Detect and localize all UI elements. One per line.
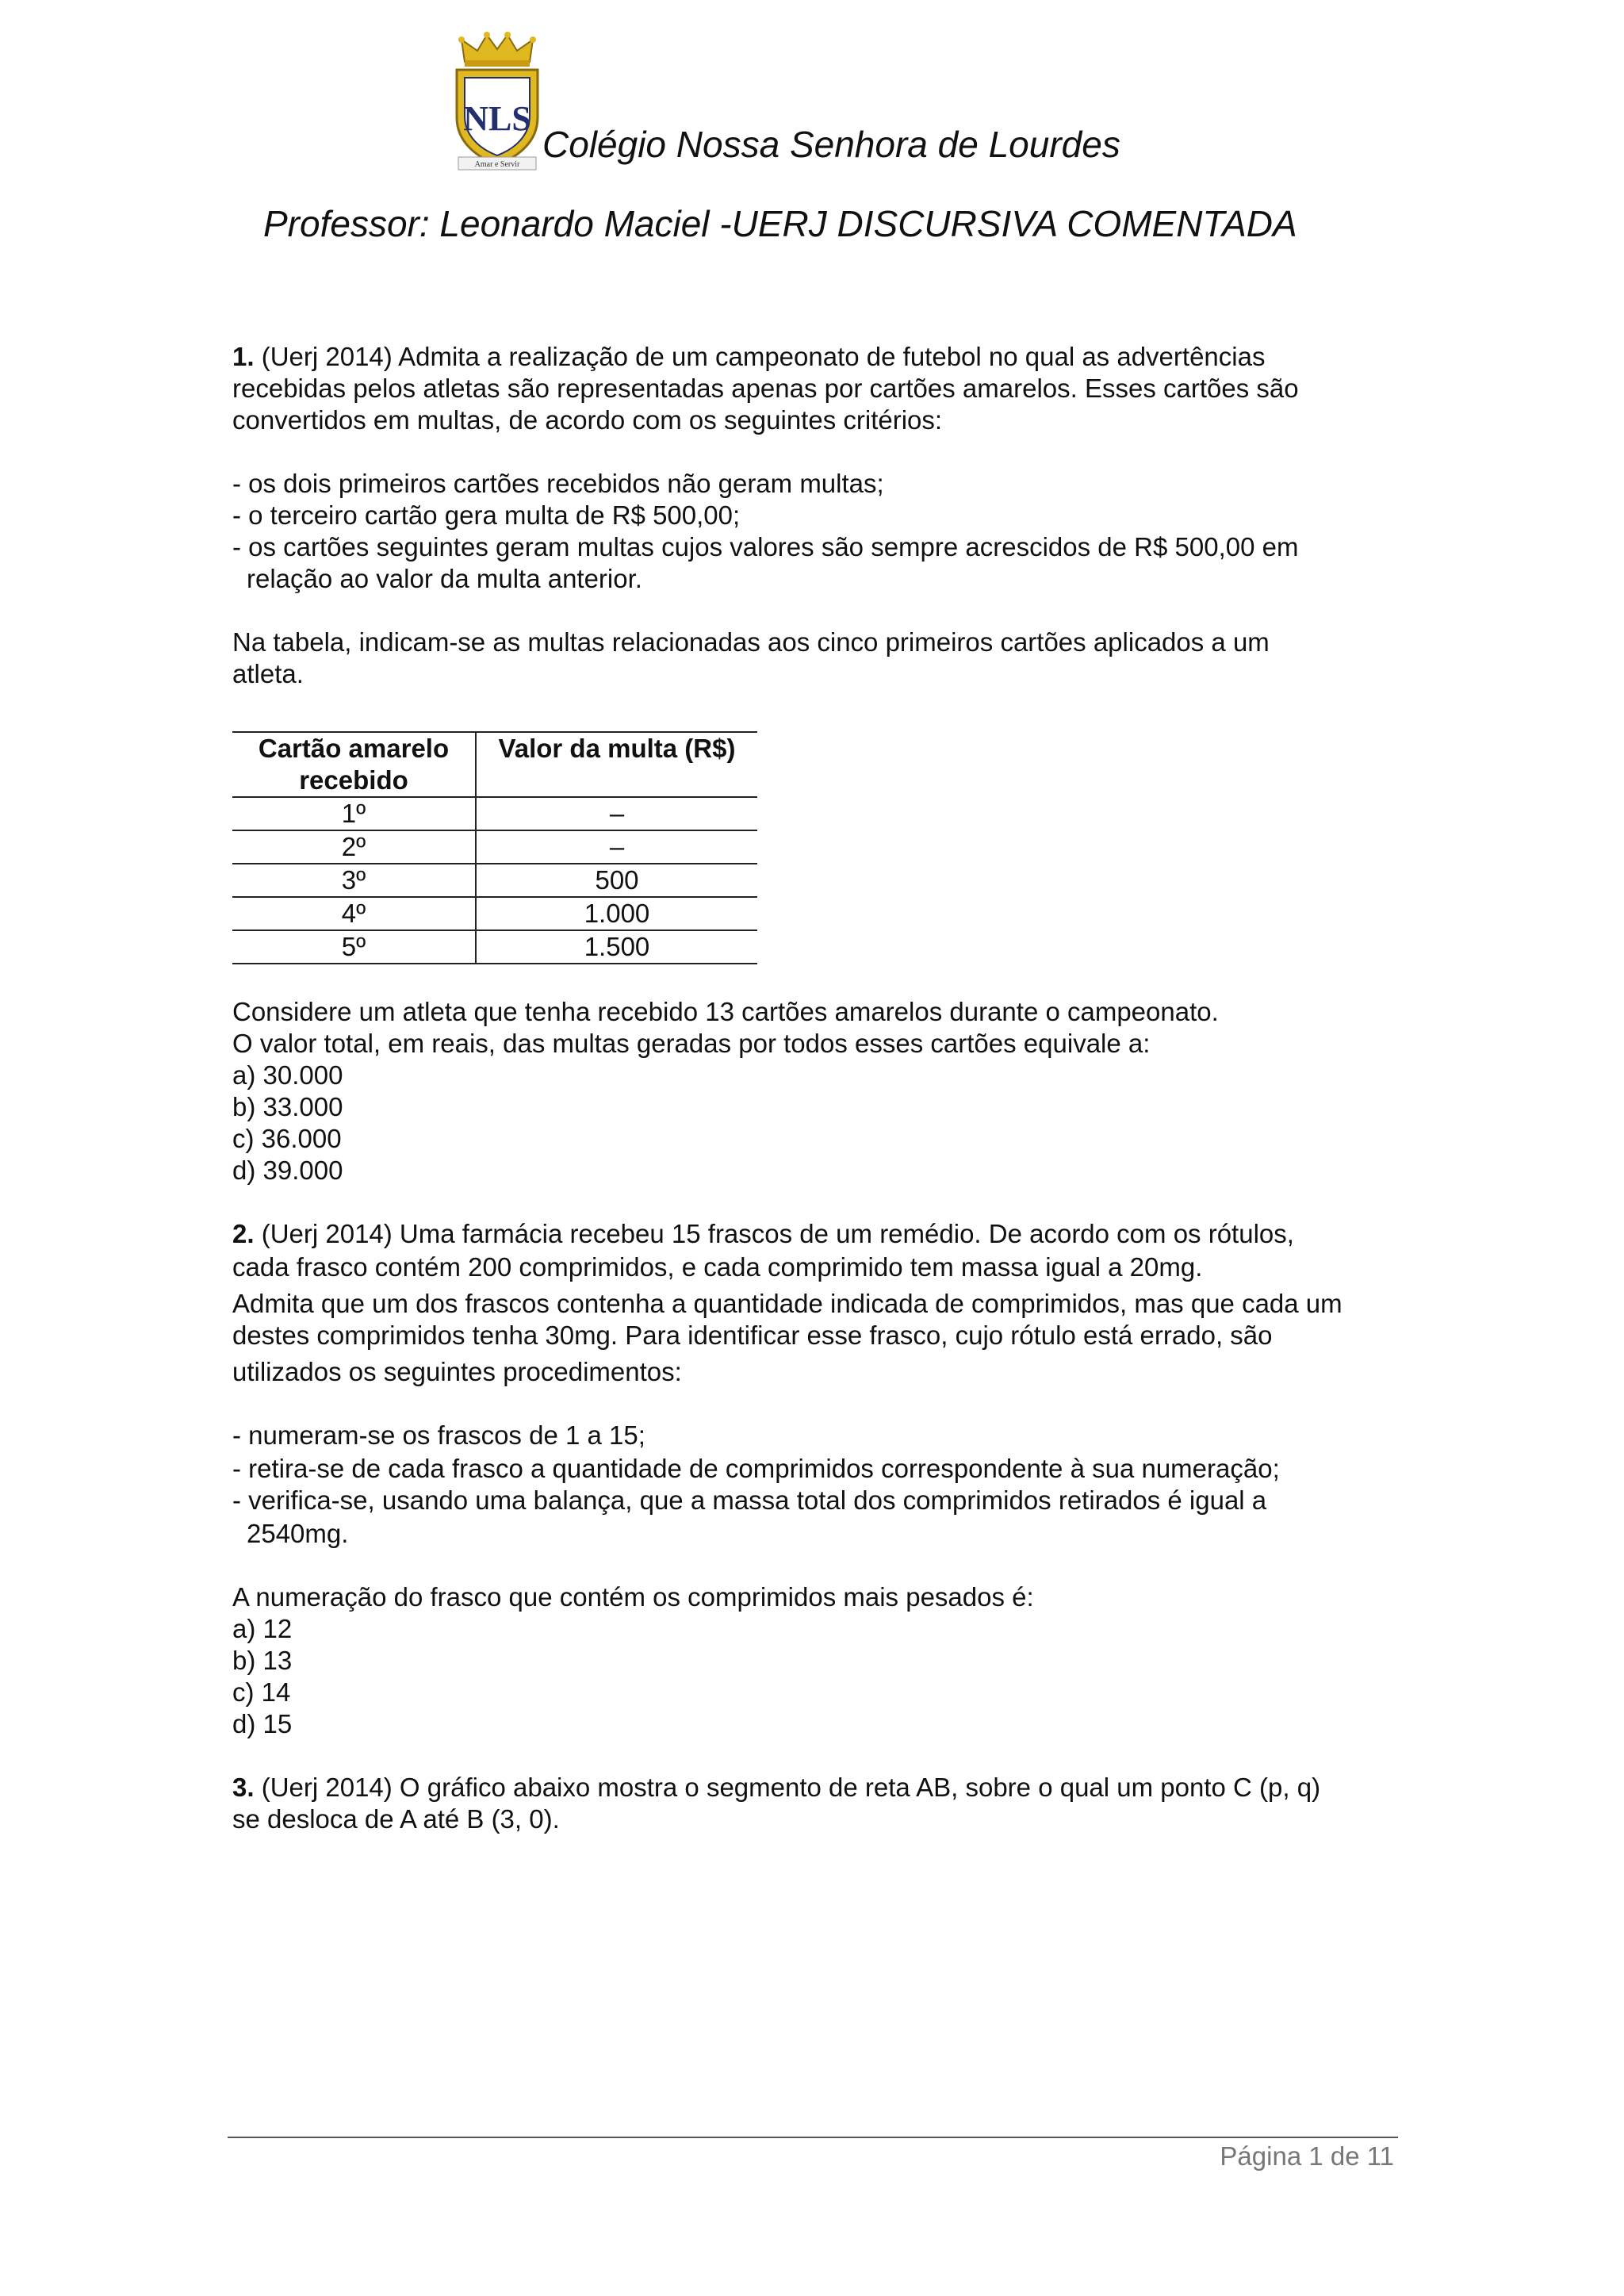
question-prompt-line: O valor total, em reais, das multas geradas por todos esses cartões equivale a: [232, 1029, 1151, 1058]
question-number: 3. [232, 1773, 255, 1802]
fines-table [232, 731, 757, 964]
table-cell-fine: – [476, 830, 757, 864]
procedure-item: - verifica-se, usando uma balança, que a massa total dos comprimidos retirados é igual a [232, 1485, 1267, 1515]
table-header-fine: Valor da multa (R$) [476, 732, 757, 797]
table-row [232, 830, 757, 864]
question-1 [232, 341, 1406, 1186]
table-row [232, 797, 757, 830]
table-cell-card: 4º [232, 897, 476, 930]
question-text-line: Admita que um dos frascos contenha a quantidade indicada de comprimidos, mas que cada um [232, 1289, 1342, 1318]
question-3 [232, 1772, 1406, 1835]
table-row [232, 930, 757, 964]
question-prompt-line: A numeração do frasco que contém os comprimidos mais pesados é: [232, 1582, 1034, 1612]
criteria-item: - os dois primeiros cartões recebidos não geram multas; [232, 469, 884, 498]
question-text-line: recebidas pelos atletas são representadas apenas por cartões amarelos. Esses cartões são [232, 374, 1299, 403]
answer-option-b: b) 33.000 [232, 1092, 343, 1121]
question-2 [232, 1218, 1406, 1740]
question-text-line: destes comprimidos tenha 30mg. Para identificar esse frasco, cujo rótulo está errado, são [232, 1320, 1273, 1350]
question-text: (Uerj 2014) Admita a realização de um campeonato de futebol no qual as advertências [254, 342, 1266, 371]
question-text-line: se desloca de A até B (3, 0). [232, 1804, 560, 1834]
question-text-line: convertidos em multas, de acordo com os seguintes critérios: [232, 405, 943, 435]
table-cell-fine: 1.500 [476, 930, 757, 964]
procedure-item-continued: 2540mg. [247, 1519, 349, 1548]
answer-option-d: d) 39.000 [232, 1156, 343, 1185]
question-text-line: cada frasco contém 200 comprimidos, e cada comprimido tem massa igual a 20mg. [232, 1252, 1203, 1282]
page-number: Página 1 de 11 [1220, 2141, 1394, 2171]
question-prompt-line: Considere um atleta que tenha recebido 13 cartões amarelos durante o campeonato. [232, 997, 1219, 1026]
table-intro-line: atleta. [232, 659, 304, 688]
criteria-item: - os cartões seguintes geram multas cujos valores são sempre acrescidos de R$ 500,00 em [232, 532, 1299, 562]
table-cell-card: 5º [232, 930, 476, 964]
school-logo [450, 32, 544, 173]
logo-monogram: NLS [463, 99, 531, 138]
school-name: Colégio Nossa Senhora de Lourdes [542, 124, 1120, 165]
table-cell-fine: 500 [476, 864, 757, 897]
answer-option-a: a) 30.000 [232, 1060, 343, 1090]
question-number: 2. [232, 1219, 255, 1248]
question-1-intro [232, 341, 1406, 373]
crown-icon [458, 32, 536, 67]
question-text: (Uerj 2014) O gráfico abaixo mostra o segmento de reta AB, sobre o qual um ponto C (p, q) [254, 1773, 1321, 1802]
table-cell-fine: – [476, 797, 757, 830]
professor-line: Professor: Leonardo Maciel -UERJ DISCURSIVA COMENTADA [263, 203, 1297, 244]
question-text: (Uerj 2014) Uma farmácia recebeu 15 frascos de um remédio. De acordo com os rótulos, [254, 1219, 1294, 1248]
table-cell-card: 2º [232, 830, 476, 864]
table-cell-card: 3º [232, 864, 476, 897]
answer-option-b: b) 13 [232, 1646, 293, 1675]
question-3-intro [232, 1772, 1406, 1803]
table-header-card: Cartão amarelo recebido [232, 732, 476, 797]
criteria-item: - o terceiro cartão gera multa de R$ 500,00; [232, 500, 741, 530]
table-intro-line: Na tabela, indicam-se as multas relacionadas aos cinco primeiros cartões aplicados a um [232, 627, 1270, 657]
answer-option-d: d) 15 [232, 1709, 293, 1738]
answer-option-c: c) 14 [232, 1677, 291, 1707]
question-number: 1. [232, 342, 255, 371]
procedure-item: - retira-se de cada frasco a quantidade de comprimidos correspondente à sua numeração; [232, 1454, 1280, 1483]
procedure-item: - numeram-se os frascos de 1 a 15; [232, 1420, 645, 1450]
table-row [232, 864, 757, 897]
question-text-line: utilizados os seguintes procedimentos: [232, 1357, 682, 1386]
answer-option-a: a) 12 [232, 1614, 293, 1643]
question-2-intro [232, 1218, 1406, 1250]
table-row [232, 897, 757, 930]
document-body [232, 341, 1406, 1835]
table-cell-card: 1º [232, 797, 476, 830]
criteria-item-continued: relação ao valor da multa anterior. [247, 564, 642, 593]
answer-option-c: c) 36.000 [232, 1124, 342, 1153]
footer-divider [228, 2137, 1398, 2138]
logo-motto: Amar e Servir [474, 160, 520, 169]
table-cell-fine: 1.000 [476, 897, 757, 930]
